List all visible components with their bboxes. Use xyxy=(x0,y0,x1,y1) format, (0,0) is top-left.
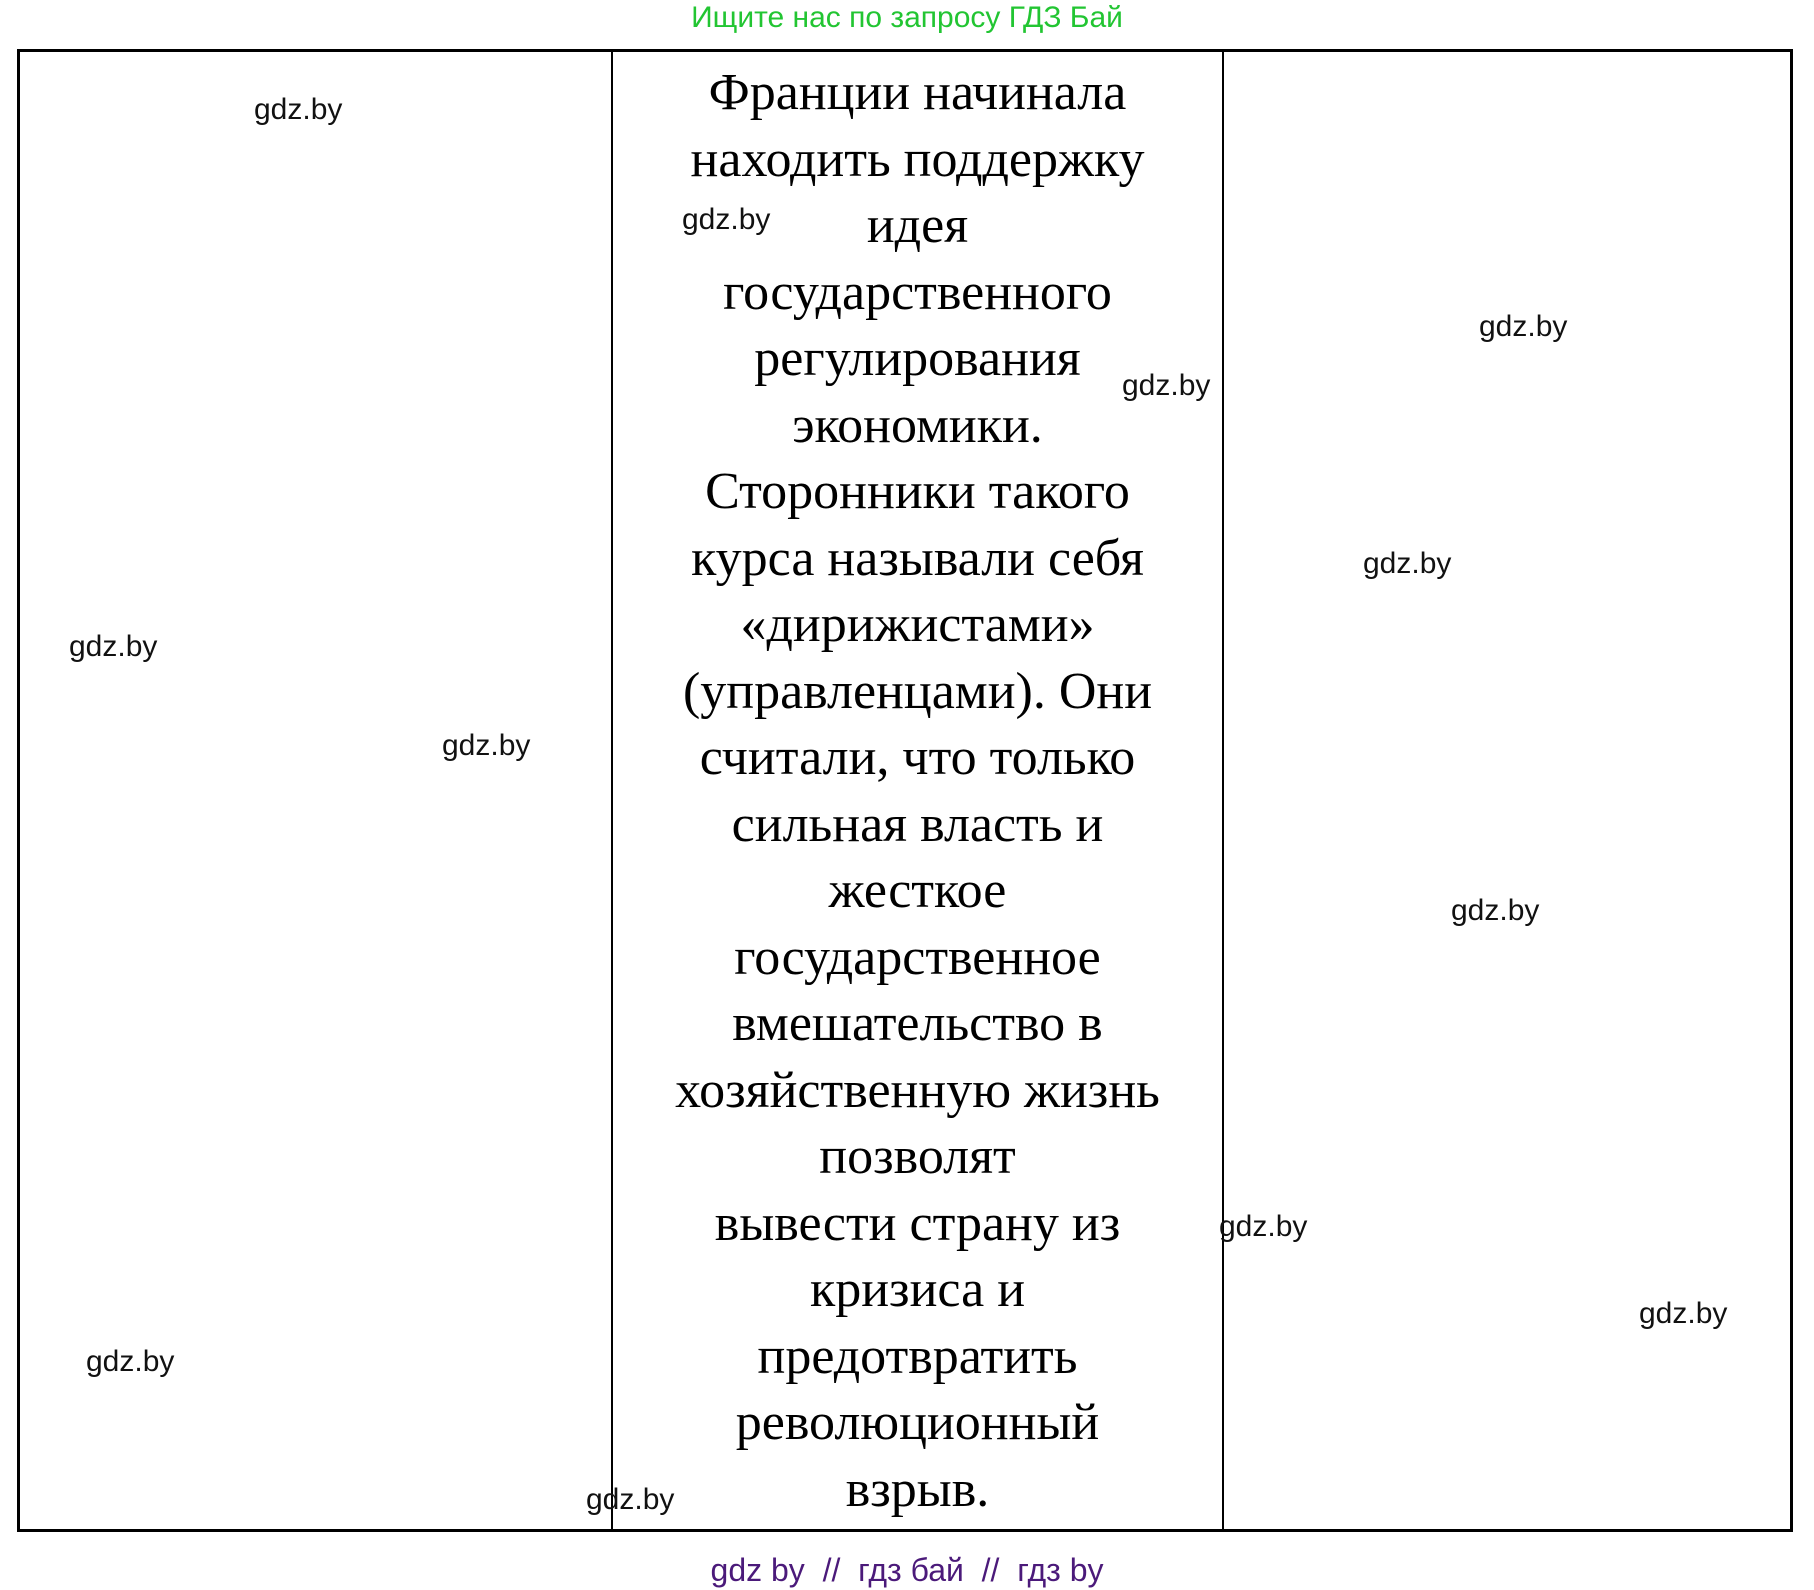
text-line: вывести страну из xyxy=(714,1194,1121,1252)
answer-text-cell xyxy=(613,60,1222,1523)
text-line: считали, что только xyxy=(699,729,1136,786)
text-line: позволят xyxy=(819,1128,1016,1185)
text-line: сильная власть и xyxy=(731,795,1104,853)
text-line: Сторонники такого xyxy=(705,463,1130,520)
text-line: предотвратить xyxy=(757,1327,1078,1385)
text-line: находить поддержку xyxy=(690,130,1145,188)
watermark: gdz.by xyxy=(1639,1297,1728,1330)
text-line: (управленцами). Они xyxy=(682,662,1153,720)
watermark: gdz.by xyxy=(1363,547,1452,580)
text-line: взрыв. xyxy=(845,1460,990,1518)
column-divider xyxy=(1222,52,1224,1529)
watermark: gdz.by xyxy=(1219,1210,1308,1243)
text-line: идея xyxy=(866,197,969,254)
search-hint-banner: Ищите нас по запросу ГДЗ Бай xyxy=(691,1,1123,34)
watermark: gdz.by xyxy=(1479,310,1568,343)
text-line: жесткое xyxy=(828,862,1007,919)
text-line: «дирижистами» xyxy=(740,596,1095,653)
watermark: gdz.by xyxy=(86,1345,175,1378)
watermark: gdz.by xyxy=(1451,894,1540,927)
text-line: государственное xyxy=(734,928,1101,986)
watermark: gdz.by xyxy=(1122,369,1211,402)
text-line: революционный xyxy=(735,1394,1100,1451)
text-line: кризиса и xyxy=(809,1261,1026,1318)
footer-site-links: gdz by // гдз бай // гдз by xyxy=(710,1552,1104,1588)
text-line: хозяйственную жизнь xyxy=(675,1061,1160,1119)
watermark: gdz.by xyxy=(254,93,343,126)
text-line: вмешательство в xyxy=(732,995,1103,1052)
text-line: Франции начинала xyxy=(708,64,1127,121)
text-line: государственного xyxy=(723,263,1112,321)
watermark: gdz.by xyxy=(69,630,158,663)
watermark: gdz.by xyxy=(442,729,531,762)
text-line: курса называли себя xyxy=(691,529,1144,587)
text-line: регулирования xyxy=(754,330,1081,387)
watermark: gdz.by xyxy=(586,1483,675,1516)
watermark: gdz.by xyxy=(682,203,771,236)
answer-table xyxy=(17,49,1793,1532)
text-line: экономики. xyxy=(792,396,1043,454)
